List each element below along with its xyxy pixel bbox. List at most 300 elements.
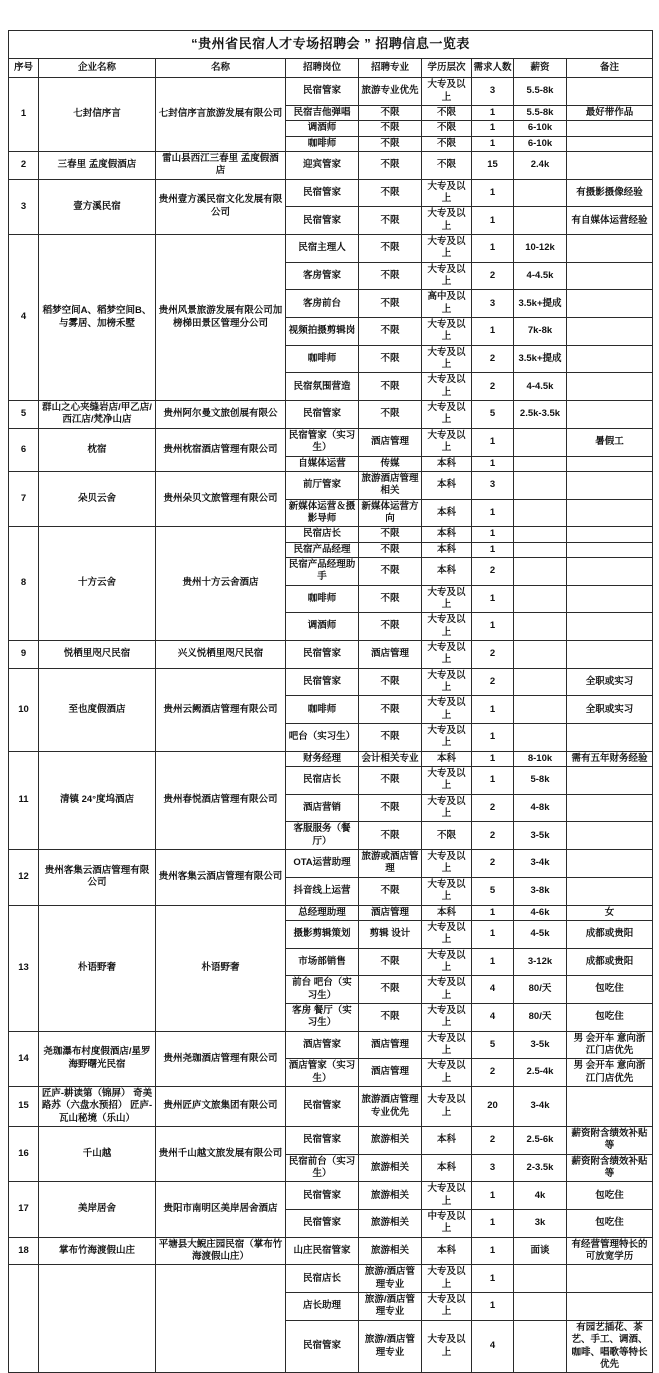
cell-headcount: 1 — [472, 456, 514, 471]
cell-company: 十方云舍 — [39, 527, 156, 641]
cell-major: 旅游酒店管理专业优先 — [359, 1086, 422, 1126]
cell-salary — [514, 428, 567, 456]
cell-education: 大专及以上 — [422, 1086, 472, 1126]
column-header-8: 备注 — [567, 58, 653, 77]
cell-salary — [514, 557, 567, 585]
cell-education: 大专及以上 — [422, 640, 472, 668]
cell-position: 民宿主理人 — [286, 235, 359, 263]
cell-headcount: 5 — [472, 1031, 514, 1059]
cell-major: 新媒体运营方向 — [359, 499, 422, 527]
table-row — [9, 905, 653, 920]
cell-major: 不限 — [359, 1003, 422, 1031]
cell-major: 旅游专业优先 — [359, 78, 422, 106]
cell-company-fullname: 贵州壹方溪民宿文化发展有限公司 — [156, 179, 286, 234]
column-header-6: 需求人数 — [472, 58, 514, 77]
cell-position: 酒店营销 — [286, 794, 359, 822]
cell-major: 旅游相关 — [359, 1210, 422, 1238]
cell-salary: 3-5k — [514, 1031, 567, 1059]
cell-education: 大专及以上 — [422, 1293, 472, 1321]
cell-education: 本科 — [422, 1127, 472, 1155]
cell-education: 本科 — [422, 527, 472, 542]
cell-education: 大专及以上 — [422, 696, 472, 724]
cell-education: 大专及以上 — [422, 373, 472, 401]
cell-position: 市场部销售 — [286, 948, 359, 976]
cell-major: 不限 — [359, 585, 422, 613]
cell-headcount: 1 — [472, 1293, 514, 1321]
cell-position: 客房 餐厅（实习生） — [286, 1003, 359, 1031]
cell-company-fullname: 贵州云阙酒店管理有限公司 — [156, 668, 286, 751]
column-header-3: 招聘岗位 — [286, 58, 359, 77]
cell-major: 不限 — [359, 136, 422, 151]
cell-headcount: 1 — [472, 318, 514, 346]
cell-position: 调酒师 — [286, 613, 359, 641]
cell-headcount: 3 — [472, 78, 514, 106]
cell-serial-no: 5 — [9, 401, 39, 429]
cell-company-fullname: 贵州朵贝文旅管理有限公司 — [156, 471, 286, 526]
cell-major: 不限 — [359, 179, 422, 207]
cell-position: 吧台（实习生） — [286, 724, 359, 752]
cell-education: 大专及以上 — [422, 1003, 472, 1031]
cell-major: 会计相关专业 — [359, 751, 422, 766]
cell-headcount: 1 — [472, 948, 514, 976]
cell-remark — [567, 877, 653, 905]
table-row — [9, 527, 653, 542]
cell-company-fullname: 贵州阿尔曼文旅创展有限公 — [156, 401, 286, 429]
cell-headcount: 3 — [472, 1154, 514, 1182]
cell-major: 不限 — [359, 767, 422, 795]
cell-remark — [567, 78, 653, 106]
cell-remark — [567, 767, 653, 795]
cell-education: 不限 — [422, 822, 472, 850]
cell-education: 大专及以上 — [422, 668, 472, 696]
table-row — [9, 78, 653, 106]
cell-position: 民宿管家 — [286, 1127, 359, 1155]
cell-major: 不限 — [359, 318, 422, 346]
cell-salary: 4-6k — [514, 905, 567, 920]
cell-position: OTA运营助理 — [286, 850, 359, 878]
cell-remark — [567, 318, 653, 346]
cell-position: 民宿管家（实习生） — [286, 428, 359, 456]
cell-salary: 4-4.5k — [514, 262, 567, 290]
cell-position: 民宿前台（实习生） — [286, 1154, 359, 1182]
column-header-5: 学历层次 — [422, 58, 472, 77]
cell-salary: 3.5k+提成 — [514, 290, 567, 318]
cell-company: 至也度假酒店 — [39, 668, 156, 751]
cell-position: 民宿氛围营造 — [286, 373, 359, 401]
table-row — [9, 1086, 653, 1126]
cell-salary: 2.5-6k — [514, 1127, 567, 1155]
cell-headcount: 1 — [472, 235, 514, 263]
cell-remark: 薪资附含绩效补贴等 — [567, 1127, 653, 1155]
cell-major: 不限 — [359, 345, 422, 373]
cell-position: 客服服务（餐厅） — [286, 822, 359, 850]
cell-education: 大专及以上 — [422, 850, 472, 878]
cell-company-fullname: 贵州千山越文旅发展有限公司 — [156, 1127, 286, 1182]
cell-remark — [567, 613, 653, 641]
table-row — [9, 401, 653, 429]
cell-education: 大专及以上 — [422, 78, 472, 106]
cell-serial-no: 8 — [9, 527, 39, 641]
cell-serial-no: 9 — [9, 640, 39, 668]
cell-headcount: 1 — [472, 724, 514, 752]
cell-remark — [567, 136, 653, 151]
cell-remark: 暑假工 — [567, 428, 653, 456]
cell-position: 自媒体运营 — [286, 456, 359, 471]
cell-salary: 7k-8k — [514, 318, 567, 346]
cell-position: 民宿管家 — [286, 668, 359, 696]
cell-position: 总经理助理 — [286, 905, 359, 920]
cell-major: 不限 — [359, 401, 422, 429]
cell-education: 大专及以上 — [422, 920, 472, 948]
cell-major: 不限 — [359, 724, 422, 752]
cell-position: 民宿管家 — [286, 78, 359, 106]
cell-company-fullname: 贵州枕宿酒店管理有限公司 — [156, 428, 286, 471]
cell-headcount: 5 — [472, 401, 514, 429]
cell-salary: 8-10k — [514, 751, 567, 766]
cell-remark — [567, 121, 653, 136]
table-header-row — [9, 58, 653, 77]
cell-company: 掌布竹海渡假山庄 — [39, 1237, 156, 1265]
cell-major: 不限 — [359, 373, 422, 401]
cell-major: 旅游相关 — [359, 1182, 422, 1210]
table-row — [9, 1127, 653, 1155]
cell-headcount: 4 — [472, 1320, 514, 1372]
cell-position: 调酒师 — [286, 121, 359, 136]
cell-remark — [567, 724, 653, 752]
cell-headcount: 1 — [472, 136, 514, 151]
cell-serial-no: 16 — [9, 1127, 39, 1182]
cell-major: 酒店管理 — [359, 905, 422, 920]
cell-education: 本科 — [422, 751, 472, 766]
cell-company-fullname: 贵州客集云酒店管理有限公司 — [156, 850, 286, 905]
cell-remark — [567, 1265, 653, 1293]
cell-salary: 4-5k — [514, 920, 567, 948]
page-title: “贵州省民宿人才专场招聘会 ” 招聘信息一览表 — [9, 31, 653, 59]
cell-education: 本科 — [422, 1154, 472, 1182]
cell-company: 朴语野奢 — [39, 905, 156, 1031]
cell-education: 不限 — [422, 121, 472, 136]
cell-position: 山庄民宿管家 — [286, 1237, 359, 1265]
cell-headcount: 1 — [472, 905, 514, 920]
cell-headcount: 1 — [472, 1265, 514, 1293]
cell-salary: 4k — [514, 1182, 567, 1210]
cell-major: 不限 — [359, 696, 422, 724]
cell-remark — [567, 794, 653, 822]
cell-education: 不限 — [422, 136, 472, 151]
cell-position: 民宿管家 — [286, 401, 359, 429]
cell-position: 咖啡师 — [286, 136, 359, 151]
cell-education: 本科 — [422, 1237, 472, 1265]
cell-major: 旅游相关 — [359, 1154, 422, 1182]
cell-headcount: 1 — [472, 1210, 514, 1238]
cell-major: 不限 — [359, 262, 422, 290]
cell-education: 高中及以上 — [422, 290, 472, 318]
cell-remark — [567, 151, 653, 179]
cell-headcount: 5 — [472, 877, 514, 905]
cell-salary: 3-12k — [514, 948, 567, 976]
cell-remark: 包吃住 — [567, 1182, 653, 1210]
cell-headcount: 3 — [472, 290, 514, 318]
cell-company: 匠庐-耕读第（锦屏） 奇美路苏（六盘水预招） 匠庐-瓦山秘境（乐山） — [39, 1086, 156, 1126]
cell-remark: 有摄影摄像经验 — [567, 179, 653, 207]
cell-major: 不限 — [359, 105, 422, 120]
cell-salary: 80/天 — [514, 976, 567, 1004]
cell-salary — [514, 1265, 567, 1293]
cell-major: 不限 — [359, 794, 422, 822]
cell-education: 本科 — [422, 471, 472, 499]
cell-position: 新媒体运营＆摄影导师 — [286, 499, 359, 527]
cell-headcount: 15 — [472, 151, 514, 179]
cell-remark — [567, 456, 653, 471]
cell-remark — [567, 1293, 653, 1321]
cell-headcount: 2 — [472, 1059, 514, 1087]
cell-education: 本科 — [422, 557, 472, 585]
cell-headcount: 1 — [472, 207, 514, 235]
cell-headcount: 1 — [472, 920, 514, 948]
cell-remark: 包吃住 — [567, 1210, 653, 1238]
cell-major: 旅游酒店管理相关 — [359, 471, 422, 499]
cell-education: 大专及以上 — [422, 401, 472, 429]
cell-company: 三春里 孟度假酒店 — [39, 151, 156, 179]
cell-serial-no: 15 — [9, 1086, 39, 1126]
cell-position: 摄影剪辑策划 — [286, 920, 359, 948]
cell-education: 大专及以上 — [422, 345, 472, 373]
cell-remark — [567, 471, 653, 499]
cell-major: 不限 — [359, 527, 422, 542]
cell-remark: 有经营管理特长的可放宽学历 — [567, 1237, 653, 1265]
cell-headcount: 2 — [472, 262, 514, 290]
cell-company: 千山越 — [39, 1127, 156, 1182]
cell-major: 酒店管理 — [359, 640, 422, 668]
cell-education: 中专及以上 — [422, 1210, 472, 1238]
cell-remark: 女 — [567, 905, 653, 920]
cell-headcount: 1 — [472, 613, 514, 641]
cell-salary: 2.5-4k — [514, 1059, 567, 1087]
cell-headcount: 1 — [472, 105, 514, 120]
cell-remark: 包吃住 — [567, 1003, 653, 1031]
cell-position: 酒店管家（实习生） — [286, 1059, 359, 1087]
cell-remark — [567, 542, 653, 557]
cell-education: 大专及以上 — [422, 1059, 472, 1087]
cell-salary: 5-8k — [514, 767, 567, 795]
cell-education: 不限 — [422, 105, 472, 120]
cell-headcount: 1 — [472, 751, 514, 766]
cell-remark: 成都或贵阳 — [567, 948, 653, 976]
cell-remark — [567, 850, 653, 878]
cell-remark — [567, 822, 653, 850]
cell-salary — [514, 527, 567, 542]
cell-position: 店长助理 — [286, 1293, 359, 1321]
cell-salary — [514, 696, 567, 724]
cell-remark — [567, 401, 653, 429]
cell-company-fullname: 雷山县西江三春里 孟度假酒店 — [156, 151, 286, 179]
cell-company: 朵贝云舍 — [39, 471, 156, 526]
cell-serial-no: 2 — [9, 151, 39, 179]
cell-position: 客房前台 — [286, 290, 359, 318]
table-row — [9, 179, 653, 207]
cell-position: 民宿店长 — [286, 527, 359, 542]
cell-headcount: 2 — [472, 794, 514, 822]
cell-major: 酒店管理 — [359, 1059, 422, 1087]
cell-headcount: 1 — [472, 1182, 514, 1210]
cell-serial-no: 4 — [9, 235, 39, 401]
cell-company-fullname: 贵州风景旅游发展有限公司加榜梯田景区管理分公司 — [156, 235, 286, 401]
cell-salary — [514, 1320, 567, 1372]
cell-remark — [567, 499, 653, 527]
cell-remark — [567, 557, 653, 585]
cell-salary — [514, 456, 567, 471]
cell-education: 大专及以上 — [422, 318, 472, 346]
table-row — [9, 1182, 653, 1210]
cell-position: 民宿店长 — [286, 767, 359, 795]
cell-headcount: 2 — [472, 850, 514, 878]
cell-headcount: 1 — [472, 585, 514, 613]
cell-education: 大专及以上 — [422, 428, 472, 456]
cell-salary: 5.5-8k — [514, 78, 567, 106]
cell-company-fullname: 贵州尧珈酒店管理有限公司 — [156, 1031, 286, 1086]
cell-headcount: 4 — [472, 976, 514, 1004]
cell-salary: 2-3.5k — [514, 1154, 567, 1182]
cell-position: 民宿管家 — [286, 179, 359, 207]
cell-company-fullname — [156, 1265, 286, 1373]
cell-salary: 3.5k+提成 — [514, 345, 567, 373]
cell-salary: 6-10k — [514, 136, 567, 151]
cell-position: 民宿产品经理 — [286, 542, 359, 557]
table-row — [9, 1265, 653, 1293]
cell-company — [39, 1265, 156, 1373]
cell-headcount: 1 — [472, 179, 514, 207]
cell-education: 大专及以上 — [422, 976, 472, 1004]
cell-major: 旅游或酒店管理 — [359, 850, 422, 878]
cell-position: 迎宾管家 — [286, 151, 359, 179]
cell-education: 大专及以上 — [422, 1320, 472, 1372]
cell-salary: 2.4k — [514, 151, 567, 179]
cell-remark: 全职或实习 — [567, 696, 653, 724]
cell-salary — [514, 640, 567, 668]
cell-major: 不限 — [359, 290, 422, 318]
cell-position: 财务经理 — [286, 751, 359, 766]
cell-headcount: 4 — [472, 1003, 514, 1031]
column-header-2: 名称 — [156, 58, 286, 77]
cell-position: 民宿管家 — [286, 1182, 359, 1210]
cell-education: 大专及以上 — [422, 207, 472, 235]
cell-company-fullname: 贵州春悦酒店管理有限公司 — [156, 751, 286, 849]
cell-headcount: 1 — [472, 499, 514, 527]
cell-headcount: 1 — [472, 542, 514, 557]
cell-serial-no: 17 — [9, 1182, 39, 1237]
cell-headcount: 2 — [472, 1127, 514, 1155]
cell-remark: 有自媒体运营经验 — [567, 207, 653, 235]
cell-remark — [567, 640, 653, 668]
cell-serial-no: 11 — [9, 751, 39, 849]
cell-headcount: 1 — [472, 527, 514, 542]
column-header-7: 薪资 — [514, 58, 567, 77]
cell-company: 悦栖里咫尺民宿 — [39, 640, 156, 668]
cell-position: 前台 吧台（实习生） — [286, 976, 359, 1004]
cell-company-fullname: 七封信序言旅游发展有限公司 — [156, 78, 286, 152]
cell-salary: 5.5-8k — [514, 105, 567, 120]
cell-major: 不限 — [359, 235, 422, 263]
cell-salary: 80/天 — [514, 1003, 567, 1031]
cell-serial-no: 7 — [9, 471, 39, 526]
cell-major: 不限 — [359, 557, 422, 585]
title-row — [9, 31, 653, 59]
table-row — [9, 751, 653, 766]
cell-company: 壹方溪民宿 — [39, 179, 156, 234]
cell-company-fullname: 贵州十方云舍酒店 — [156, 527, 286, 641]
cell-position: 民宿产品经理助手 — [286, 557, 359, 585]
cell-remark — [567, 527, 653, 542]
cell-remark: 成都或贵阳 — [567, 920, 653, 948]
cell-education: 不限 — [422, 151, 472, 179]
cell-education: 大专及以上 — [422, 235, 472, 263]
cell-education: 大专及以上 — [422, 1265, 472, 1293]
cell-position: 民宿店长 — [286, 1265, 359, 1293]
cell-education: 大专及以上 — [422, 948, 472, 976]
cell-education: 大专及以上 — [422, 1182, 472, 1210]
cell-company-fullname: 贵阳市南明区美岸居舍酒店 — [156, 1182, 286, 1237]
cell-salary — [514, 1293, 567, 1321]
cell-major: 剪辑 设计 — [359, 920, 422, 948]
cell-company: 贵州客集云酒店管理有限公司 — [39, 850, 156, 905]
cell-major: 不限 — [359, 877, 422, 905]
cell-company-fullname: 贵州匠庐文旅集团有限公司 — [156, 1086, 286, 1126]
cell-major: 旅游相关 — [359, 1127, 422, 1155]
cell-major: 酒店管理 — [359, 428, 422, 456]
cell-education: 本科 — [422, 542, 472, 557]
cell-major: 不限 — [359, 151, 422, 179]
cell-headcount: 2 — [472, 345, 514, 373]
cell-position: 民宿管家 — [286, 1320, 359, 1372]
cell-salary — [514, 179, 567, 207]
cell-position: 酒店管家 — [286, 1031, 359, 1059]
cell-headcount: 2 — [472, 373, 514, 401]
cell-education: 本科 — [422, 905, 472, 920]
cell-serial-no — [9, 1265, 39, 1373]
cell-salary — [514, 499, 567, 527]
cell-position: 前厅管家 — [286, 471, 359, 499]
cell-remark: 男 会开车 意向浙江门店优先 — [567, 1031, 653, 1059]
cell-major: 不限 — [359, 613, 422, 641]
table-row — [9, 668, 653, 696]
cell-remark: 全职或实习 — [567, 668, 653, 696]
table-row — [9, 1031, 653, 1059]
cell-remark: 需有五年财务经验 — [567, 751, 653, 766]
cell-remark: 男 会开车 意向浙江门店优先 — [567, 1059, 653, 1087]
cell-salary: 3-5k — [514, 822, 567, 850]
cell-company: 清镇 24°度坞酒店 — [39, 751, 156, 849]
cell-position: 民宿管家 — [286, 1210, 359, 1238]
cell-major: 旅游相关 — [359, 1237, 422, 1265]
cell-salary: 3-4k — [514, 1086, 567, 1126]
cell-remark — [567, 235, 653, 263]
cell-company: 美岸居舍 — [39, 1182, 156, 1237]
cell-position: 民宿管家 — [286, 207, 359, 235]
cell-serial-no: 12 — [9, 850, 39, 905]
cell-headcount: 2 — [472, 640, 514, 668]
cell-headcount: 1 — [472, 121, 514, 136]
cell-salary: 3-8k — [514, 877, 567, 905]
cell-remark — [567, 290, 653, 318]
cell-salary: 10-12k — [514, 235, 567, 263]
cell-remark: 包吃住 — [567, 976, 653, 1004]
cell-education: 大专及以上 — [422, 767, 472, 795]
cell-headcount: 20 — [472, 1086, 514, 1126]
cell-headcount: 1 — [472, 696, 514, 724]
table-row — [9, 640, 653, 668]
cell-salary: 4-8k — [514, 794, 567, 822]
column-header-4: 招聘专业 — [359, 58, 422, 77]
